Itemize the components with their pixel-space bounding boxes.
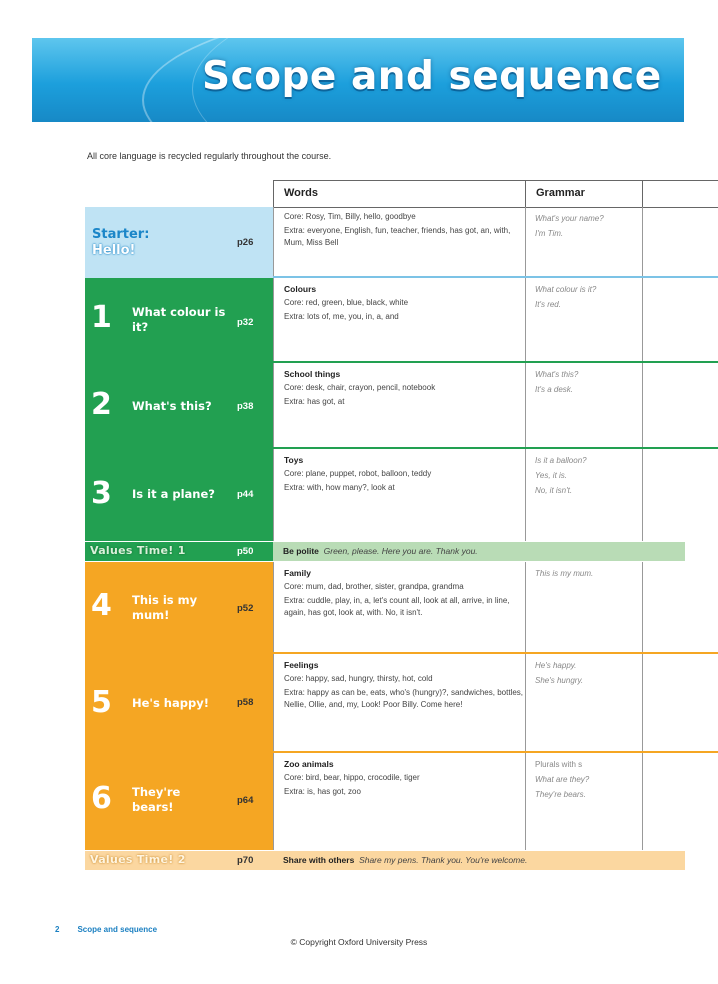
values-text (283, 855, 527, 865)
values-time-1 (85, 542, 685, 561)
words-cell (273, 449, 526, 541)
grammar-line: No, it isn't. (535, 486, 573, 495)
unit-label-5 (85, 654, 273, 753)
unit-title: What's this? (132, 399, 212, 413)
extra-words: Extra: is, has got, zoo (284, 787, 361, 796)
unit-row-4 (85, 562, 718, 654)
values-label: Values Time! 1 (90, 544, 186, 557)
grammar-cell (526, 278, 643, 363)
extra-words: Extra: has got, at (284, 397, 345, 406)
grammar-header-cell (526, 181, 643, 207)
core-words: Core: mum, dad, brother, sister, grandpa, grandma (284, 582, 464, 591)
values-phrases: Green, please. Here you are. Thank you. (323, 546, 478, 556)
unit-number: 4 (91, 588, 112, 623)
unit-title: This is my mum! (132, 593, 198, 622)
extra-words: Extra: happy as can be, eats, who's (hungry)?, sandwiches, bottles, Nellie, Ollie, and, my, Look! Poor Billy. Come here! (284, 688, 523, 709)
grammar-line: Is it a balloon? (535, 456, 587, 465)
unit-label-starter (85, 207, 273, 278)
values-page: p70 (237, 855, 254, 866)
unit-number: 5 (91, 685, 112, 720)
unit-page: p26 (237, 237, 254, 248)
grammar-line: It's red. (535, 300, 561, 309)
page-title: Scope and sequence (202, 54, 662, 99)
grammar-line: What's this? (535, 370, 579, 379)
topic-title: School things (284, 369, 341, 379)
unit-label-3 (85, 449, 273, 541)
topic-title: Family (284, 568, 311, 578)
intro-text: All core language is recycled regularly throughout the course. (87, 151, 332, 161)
unit-label-4 (85, 562, 273, 654)
grammar-line: What's your name? (535, 214, 604, 223)
grammar-line: What colour is it? (535, 285, 597, 294)
values-label: Values Time! 2 (90, 853, 186, 866)
values-time-2 (85, 851, 685, 870)
unit-row-6 (85, 753, 718, 850)
words-header-cell (273, 181, 526, 207)
copyright: © Copyright Oxford University Press (290, 937, 428, 947)
topic-title: Colours (284, 284, 317, 294)
topic-title: Feelings (284, 660, 319, 670)
extra-words: Extra: lots of, me, you, in, a, and (284, 312, 399, 321)
unit-title: Is it a plane? (132, 487, 215, 501)
unit-row-starter (85, 207, 718, 278)
grammar-line: Yes, it is. (535, 471, 568, 480)
core-words: Core: plane, puppet, robot, balloon, teddy (284, 469, 432, 478)
unit-row-1 (85, 278, 718, 363)
starter-subtitle: Hello! (92, 243, 136, 258)
unit-page: p58 (237, 697, 254, 708)
words-cell (273, 654, 526, 753)
core-words: Core: Rosy, Tim, Billy, hello, goodbye (284, 212, 416, 221)
unit-title: He's happy! (132, 696, 209, 710)
starter-title: Starter: (92, 227, 150, 242)
title-banner (32, 38, 684, 122)
core-words: Core: bird, bear, hippo, crocodile, tiger (284, 773, 420, 782)
grammar-header: Grammar (536, 187, 585, 199)
grammar-line: Plurals with s (535, 760, 583, 769)
topic-title: Zoo animals (284, 759, 334, 769)
unit-title: They're bears! (132, 785, 181, 814)
grammar-line: This is my mum. (535, 569, 594, 578)
extra-words: Extra: everyone, English, fun, teacher, friends, has got, an, with, Mum, Miss Bell (284, 226, 511, 247)
core-words: Core: red, green, blue, black, white (284, 298, 409, 307)
page-footer (55, 925, 157, 934)
unit-number: 3 (91, 476, 112, 511)
footer-section: Scope and sequence (77, 925, 158, 934)
grammar-line: What are they? (535, 775, 590, 784)
values-text (283, 546, 478, 556)
words-cell (273, 753, 526, 850)
core-words: Core: happy, sad, hungry, thirsty, hot, cold (284, 674, 433, 683)
grammar-line: She's hungry. (535, 676, 584, 685)
unit-label-2 (85, 363, 273, 449)
grammar-line: They're bears. (535, 790, 586, 799)
words-cell (273, 207, 526, 278)
column-headers (273, 180, 718, 208)
unit-title: What colour is it? (132, 305, 226, 334)
unit-row-5 (85, 654, 718, 753)
grammar-cell (526, 562, 643, 654)
unit-page: p64 (237, 795, 254, 806)
extra-words: Extra: with, how many?, look at (284, 483, 395, 492)
unit-page: p32 (237, 317, 254, 328)
unit-number: 6 (91, 781, 112, 816)
unit-row-3 (85, 449, 718, 541)
unit-page: p38 (237, 401, 254, 412)
unit-number: 2 (91, 387, 112, 422)
grammar-cell (526, 449, 643, 541)
extra-words: Extra: cuddle, play, in, a, let's count all, look at all, arrive, in line, again, has got, look at, with. No, it isn't. (284, 596, 510, 617)
unit-number: 1 (91, 300, 112, 335)
unit-row-2 (85, 363, 718, 449)
words-cell (273, 562, 526, 654)
values-phrases: Share my pens. Thank you. You're welcome. (359, 855, 528, 865)
words-cell (273, 363, 526, 449)
grammar-cell (526, 363, 643, 449)
unit-page: p44 (237, 489, 254, 500)
values-page: p50 (237, 546, 254, 557)
values-title: Share with others (283, 855, 355, 865)
grammar-line: I'm Tim. (535, 229, 564, 238)
grammar-line: It's a desk. (535, 385, 573, 394)
words-header: Words (284, 187, 319, 199)
topic-title: Toys (284, 455, 304, 465)
unit-page: p52 (237, 603, 254, 614)
grammar-line: He's happy. (535, 661, 577, 670)
unit-label-1 (85, 278, 273, 363)
grammar-cell (526, 654, 643, 753)
grammar-cell (526, 753, 643, 850)
page-number: 2 (55, 925, 60, 934)
core-words: Core: desk, chair, crayon, pencil, notebook (284, 383, 436, 392)
grammar-cell (526, 207, 643, 278)
values-title: Be polite (283, 546, 319, 556)
words-cell (273, 278, 526, 363)
unit-label-6 (85, 753, 273, 850)
